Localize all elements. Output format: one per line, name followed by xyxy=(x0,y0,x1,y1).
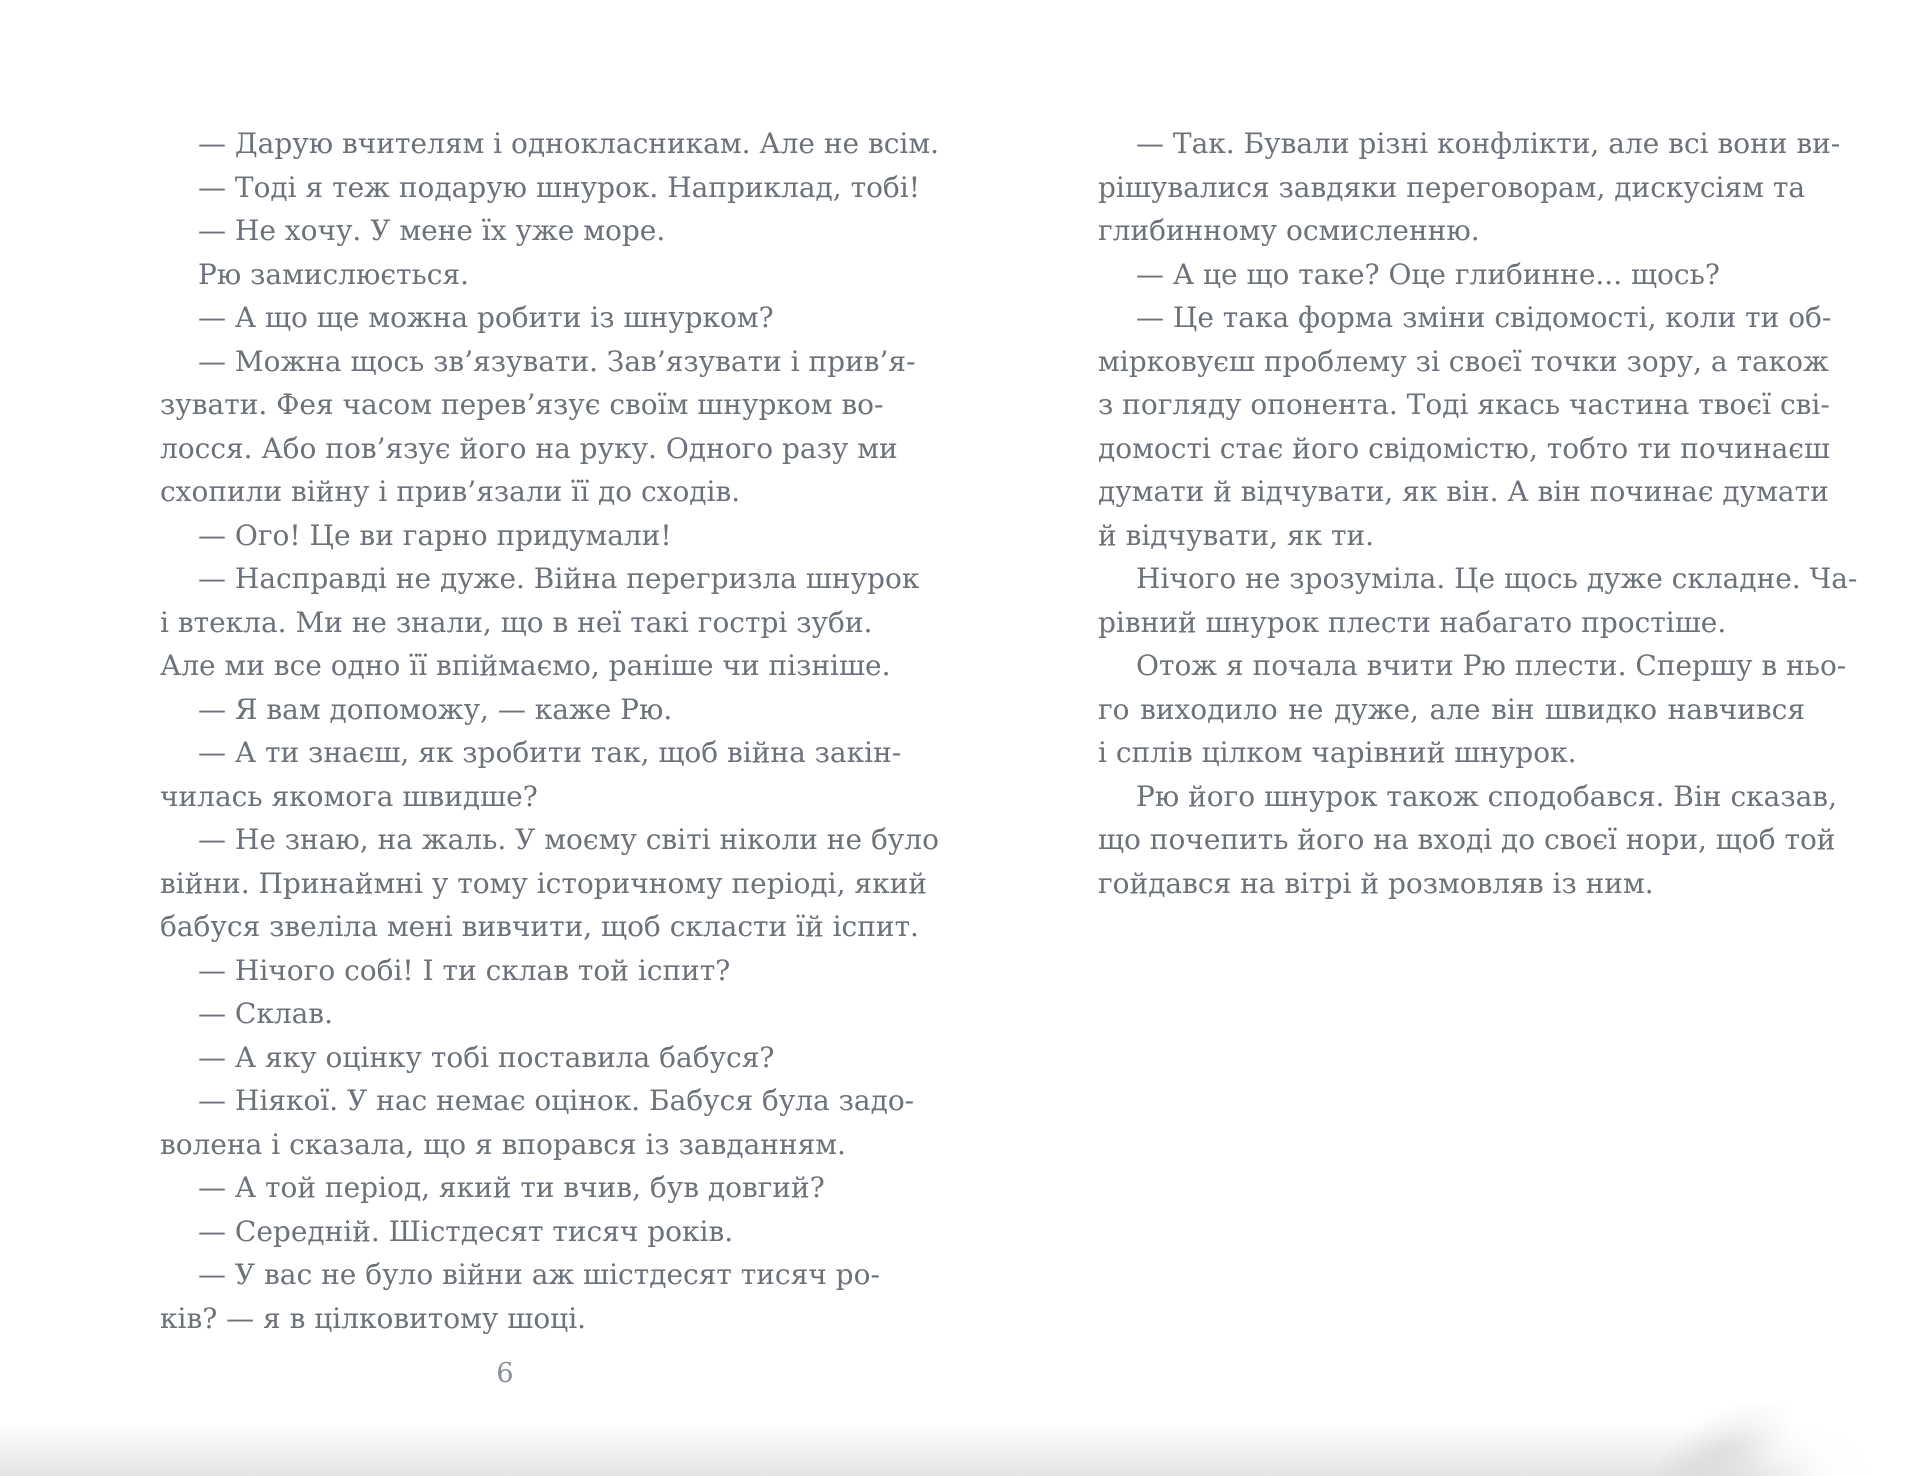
page-number: 6 xyxy=(496,1358,514,1389)
right-text-column xyxy=(1098,122,1858,905)
text-line: думати й відчувати, як він. А він починає думати xyxy=(1098,475,1829,508)
text-line: домості стає його свідомістю, тобто ти починаєш xyxy=(1098,431,1831,465)
text-line: що почепить його на вході до своєї нори, щоб той xyxy=(1098,823,1836,856)
text-line: ків? — я в цілковитому шоці. xyxy=(160,1301,587,1335)
text-line: глибинному осмисленню. xyxy=(1098,214,1480,247)
text-line: — А яку оцінку тобі поставила бабуся? xyxy=(198,1040,775,1074)
text-line: і втекла. Ми не знали, що в неї такі гострі зуби. xyxy=(160,605,873,639)
text-line: — Це така форма зміни свідомості, коли ти об- xyxy=(1136,301,1832,334)
text-line: схопили війну і прив’язали її до сходів. xyxy=(160,475,741,508)
text-line: Рю його шнурок також сподобався. Він сказав, xyxy=(1136,779,1837,813)
text-line: Нічого не зрозуміла. Це щось дуже складне. Ча- xyxy=(1136,562,1858,595)
text-line: — Я вам допоможу, — каже Рю. xyxy=(198,692,673,726)
text-line: чилась якомога швидше? xyxy=(160,779,538,813)
bottom-page-shadow xyxy=(0,1424,1920,1476)
text-line: з погляду опонента. Тоді якась частина твоєї сві- xyxy=(1098,388,1830,421)
text-line: — А ти знаєш, як зробити так, щоб війна закін- xyxy=(198,736,902,769)
text-line: зувати. Фея часом перев’язує своїм шнурком во- xyxy=(160,388,884,421)
text-line: — Не знаю, на жаль. У моєму світі ніколи не було xyxy=(198,823,939,856)
text-line: — Ніякої. У нас немає оцінок. Бабуся була задо- xyxy=(198,1084,915,1117)
left-text-column xyxy=(160,122,940,1340)
text-line: Але ми все одно її впіймаємо, раніше чи пізніше. xyxy=(160,649,891,682)
text-line: гойдався на вітрі й розмовляв із ним. xyxy=(1098,866,1654,900)
text-line: — Склав. xyxy=(198,997,333,1030)
text-line: мірковуєш проблему зі своєї точки зору, а також xyxy=(1098,344,1829,378)
text-line: — Тоді я теж подарую шнурок. Наприклад, тобі! xyxy=(198,170,920,204)
text-line: — Насправді не дуже. Війна перегризла шнурок xyxy=(198,562,920,595)
text-line: го виходило не дуже, але він швидко навчився xyxy=(1098,692,1805,726)
text-line: — Так. Бували різні конфлікти, але всі вони ви- xyxy=(1136,127,1841,160)
text-line: — А що ще можна робити із шнурком? xyxy=(198,301,774,334)
text-line: — Не хочу. У мене їх уже море. xyxy=(198,214,666,247)
text-line: — А той період, який ти вчив, був довгий? xyxy=(198,1171,825,1204)
text-line: рівний шнурок плести набагато простіше. xyxy=(1098,605,1727,639)
text-line: — А це що таке? Оце глибинне... щось? xyxy=(1136,257,1720,291)
text-line: війни. Принаймні у тому історичному періоді, який xyxy=(160,866,927,900)
text-line: рішувалися завдяки переговорам, дискусіям та xyxy=(1098,170,1806,204)
text-line: — Нічого собі! І ти склав той іспит? xyxy=(198,953,731,987)
text-line: Отож я почала вчити Рю плести. Спершу в ньо- xyxy=(1136,649,1847,682)
text-line: — Дарую вчителям і однокласникам. Але не всім. xyxy=(198,127,940,160)
text-line: Рю замислюється. xyxy=(198,257,470,291)
text-line: — Середній. Шістдесят тисяч років. xyxy=(198,1214,734,1248)
text-line: бабуся звеліла мені вивчити, щоб скласти їй іспит. xyxy=(160,910,919,943)
text-line: — Ого! Це ви гарно придумали! xyxy=(198,518,672,552)
text-line: і сплів цілком чарівний шнурок. xyxy=(1098,736,1577,769)
text-line: лосся. Або пов’язує його на руку. Одного разу ми xyxy=(160,431,898,465)
text-line: — Можна щось зв’язувати. Зав’язувати і прив’я- xyxy=(198,344,916,378)
text-line: й відчувати, як ти. xyxy=(1098,518,1375,552)
text-line: — У вас не було війни аж шістдесят тисяч ро- xyxy=(198,1258,880,1291)
text-line: волена і сказала, що я впорався із завданням. xyxy=(160,1127,846,1161)
